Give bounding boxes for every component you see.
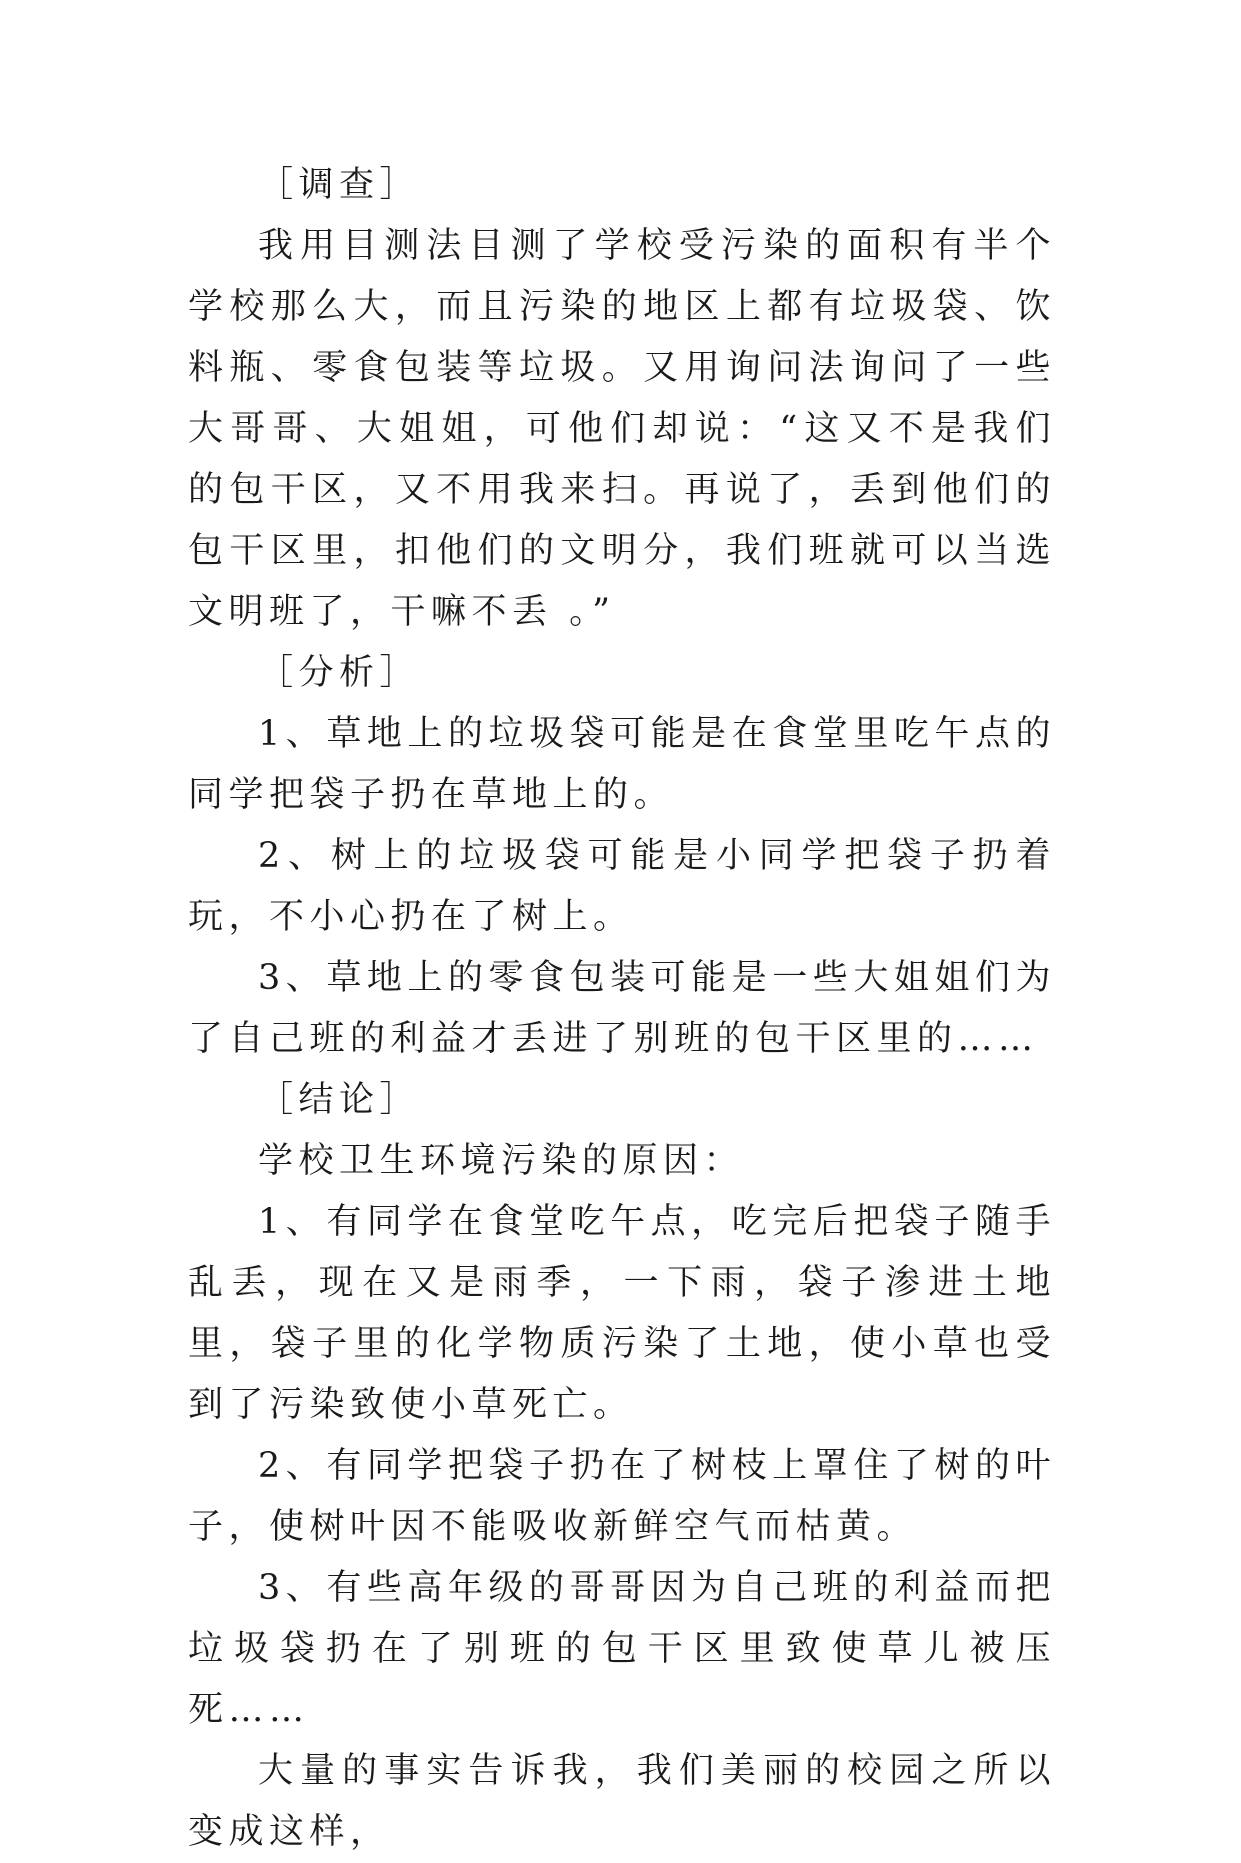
document-body	[188, 155, 1056, 1863]
section-heading-conclusion: ［结论］	[258, 1080, 421, 1120]
paragraph-conclusion-intro: 学校卫生环境污染的原因：	[258, 1141, 745, 1181]
section-heading-investigation: ［调查］	[258, 165, 421, 205]
paragraph-analysis-3: 3、草地上的零食包装可能是一些大姐姐们为了自己班的利益才丢进了别班的包干区里的……	[188, 958, 1056, 1059]
paragraph-analysis-1: 1、草地上的垃圾袋可能是在食堂里吃午点的同学把袋子扔在草地上的。	[188, 714, 1056, 815]
paragraph-investigation: 我用目测法目测了学校受污染的面积有半个学校那么大，而且污染的地区上都有垃圾袋、饮料瓶、零食包装等垃圾。又用询问法询问了一些大哥哥、大姐姐，可他们却说：“这又不是我们的包干区，又不用我来扫。再说了，丢到他们的包干区里，扣他们的文明分，我们班就可以当选文明班了，干嘛不丢 。”	[188, 226, 1056, 632]
paragraph-closing: 大量的事实告诉我，我们美丽的校园之所以变成这样，	[188, 1751, 1056, 1852]
paragraph-conclusion-2: 2、有同学把袋子扔在了树枝上罩住了树的叶子，使树叶因不能吸收新鲜空气而枯黄。	[188, 1446, 1056, 1547]
section-heading-analysis: ［分析］	[258, 653, 421, 693]
paragraph-conclusion-1: 1、有同学在食堂吃午点，吃完后把袋子随手乱丢，现在又是雨季，一下雨，袋子渗进土地里，袋子里的化学物质污染了土地，使小草也受到了污染致使小草死亡。	[188, 1202, 1056, 1425]
paragraph-analysis-2: 2、树上的垃圾袋可能是小同学把袋子扔着玩，不小心扔在了树上。	[188, 836, 1056, 937]
paragraph-conclusion-3: 3、有些高年级的哥哥因为自己班的利益而把垃圾袋扔在了别班的包干区里致使草儿被压死……	[188, 1568, 1056, 1730]
